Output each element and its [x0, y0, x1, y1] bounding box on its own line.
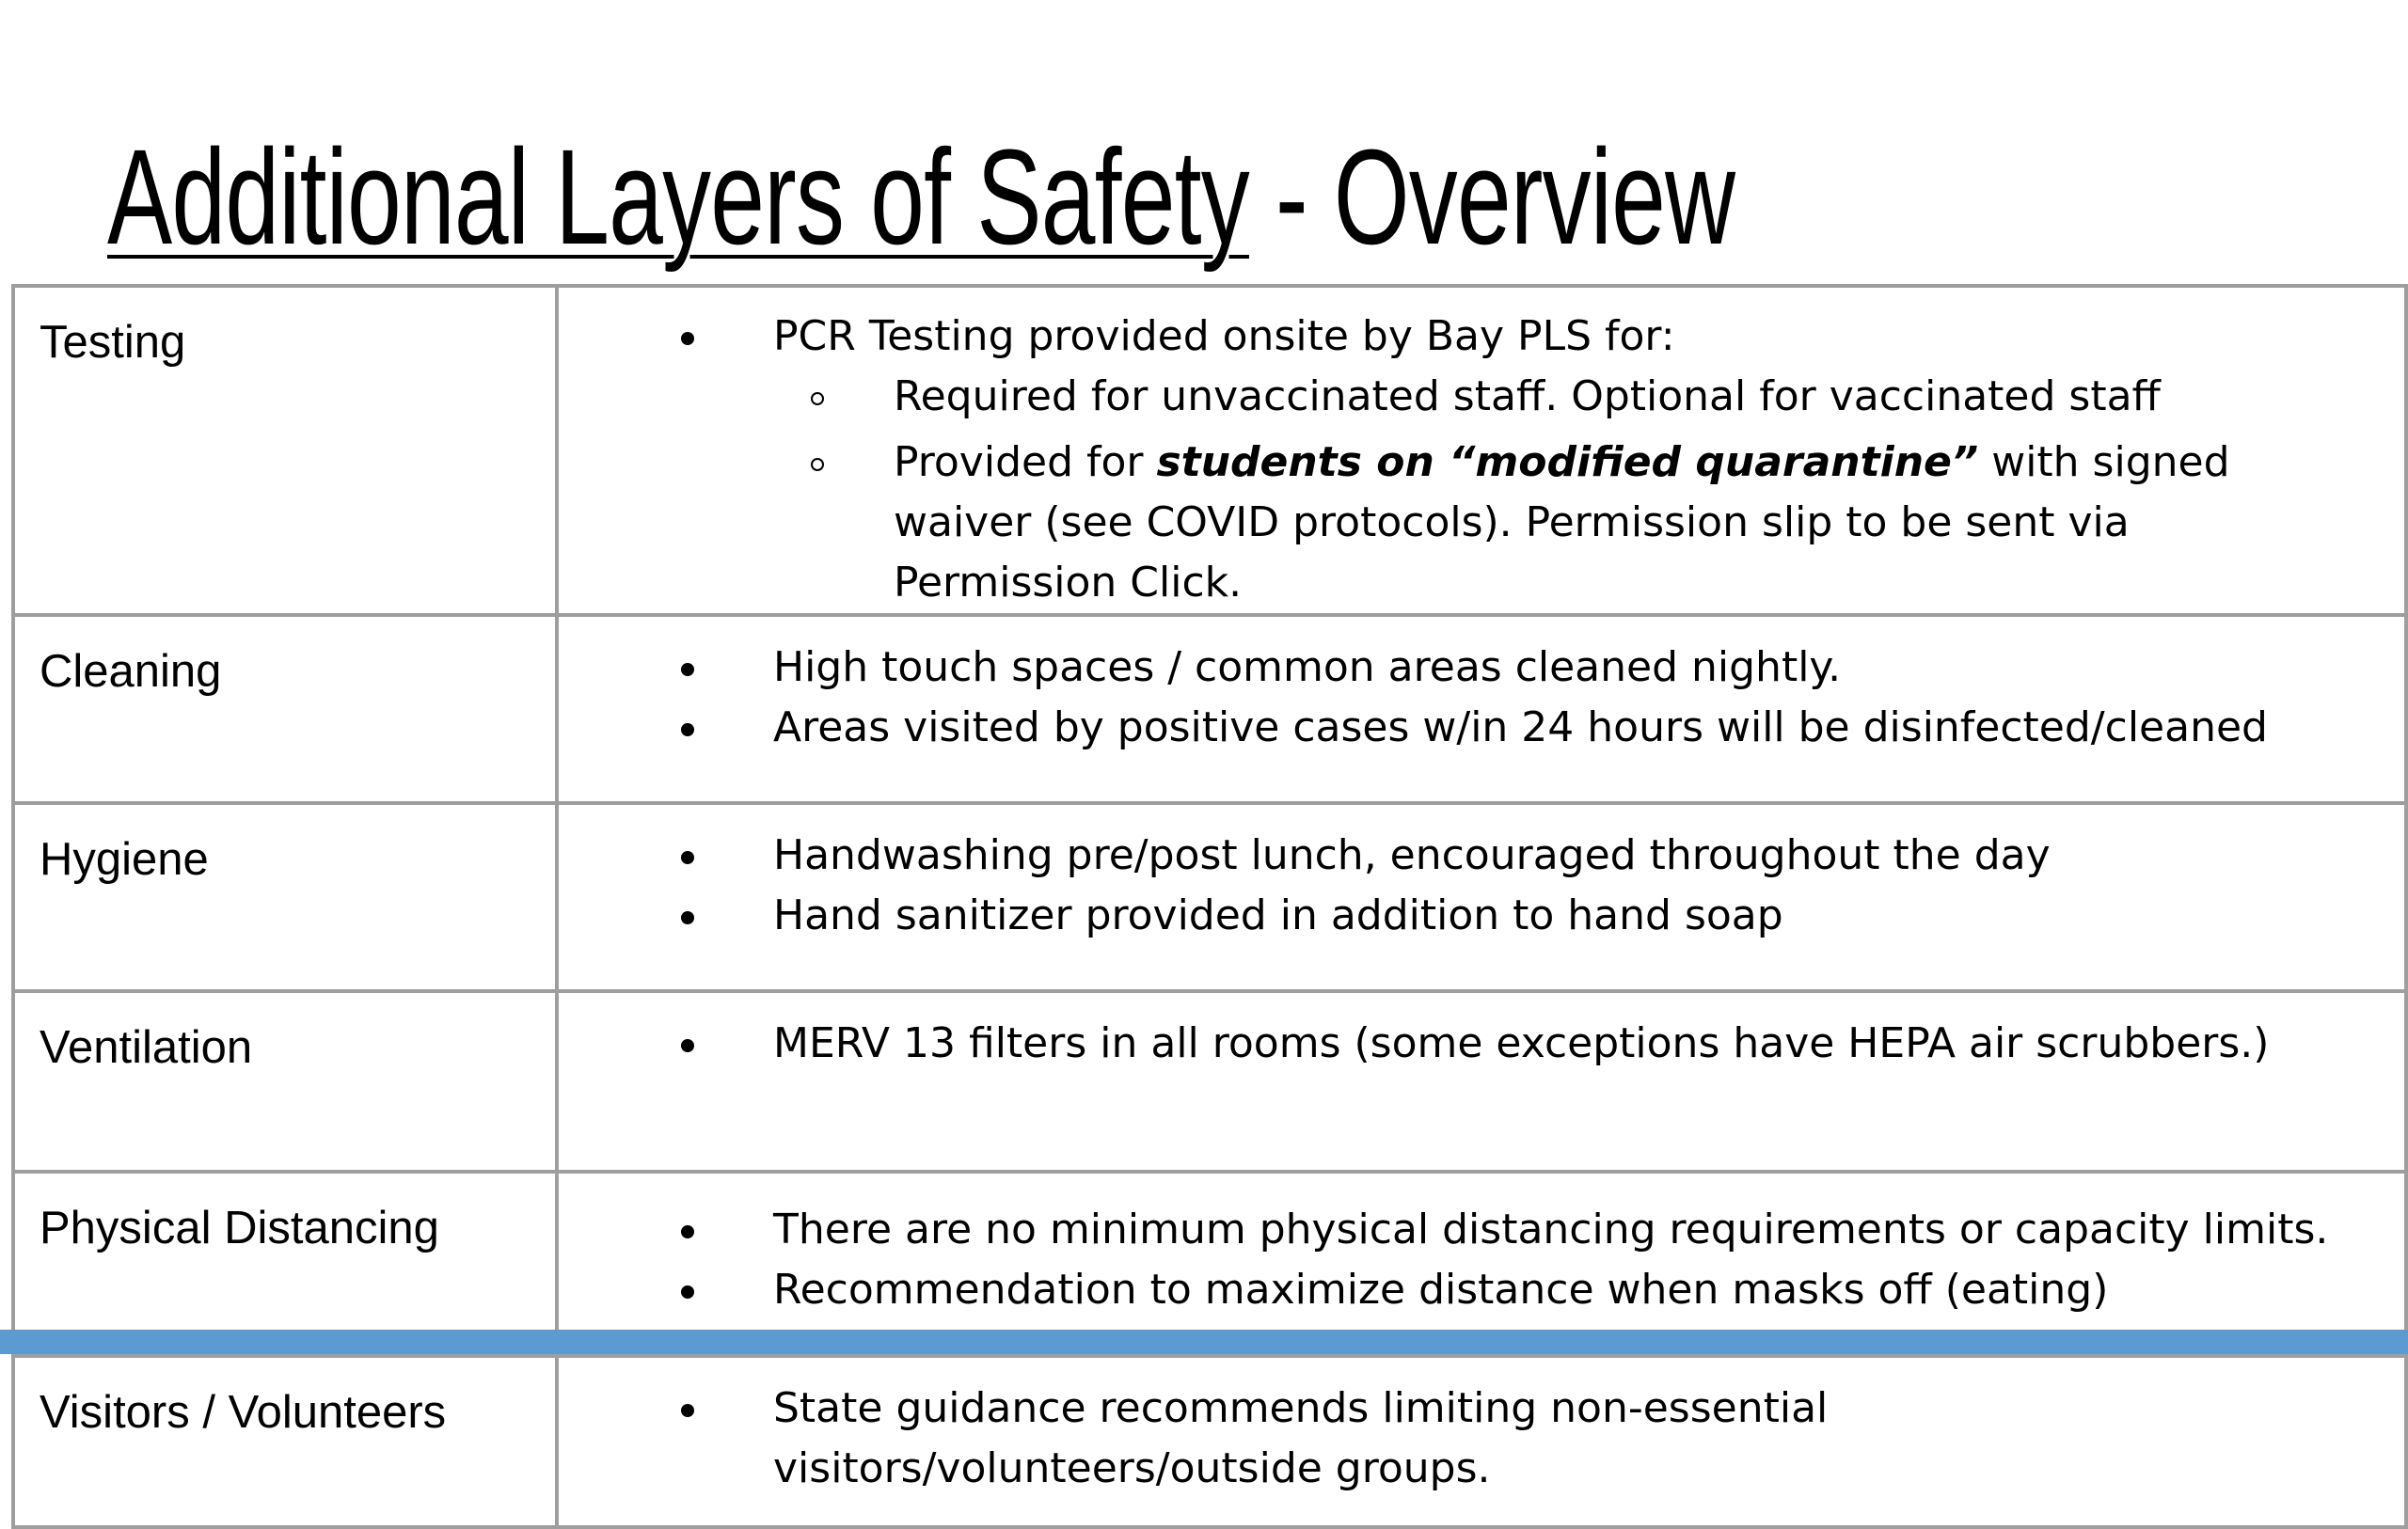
bullet-text: PCR Testing provided onsite by Bay PLS for:: [773, 312, 1675, 360]
table-row-testing: [13, 286, 2406, 615]
list-item: [653, 1260, 2404, 1320]
bullet-text: MERV 13 filters in all rooms (some exceptions have HEPA air scrubbers.): [773, 1019, 2270, 1067]
bullet-icon: [681, 911, 694, 924]
sub-list-item: [894, 433, 2404, 613]
table-row-visitors-volunteers: [13, 1356, 2406, 1527]
bullet-text: State guidance recommends limiting non-essential visitors/volunteers/outside groups.: [773, 1384, 1829, 1492]
list-item: [653, 826, 2404, 886]
table-row-hygiene: [13, 803, 2406, 991]
hollow-bullet-icon: [811, 458, 824, 471]
row-label-hygiene: Hygiene: [13, 803, 557, 991]
sub-bullet-text-after: with signed waiver (see COVID protocols). Permission slip to be sent via Permission Click.: [894, 438, 2230, 607]
bullet-list: [559, 1200, 2404, 1320]
table-row-cleaning: [13, 615, 2406, 803]
bullet-text: There are no minimum physical distancing requirements or capacity limits.: [773, 1206, 2329, 1253]
bullet-text: Hand sanitizer provided in addition to hand soap: [773, 891, 1783, 939]
sub-bullet-text: Required for unvaccinated staff. Optional for vaccinated staff: [894, 372, 2161, 420]
bullet-icon: [681, 663, 694, 676]
row-label-cleaning: Cleaning: [13, 615, 557, 803]
sub-bullet-emphasis: students on “modified quarantine”: [1156, 438, 1979, 486]
bullet-text: High touch spaces / common areas cleaned nightly.: [773, 643, 1842, 691]
row-content-visitors-volunteers: [557, 1356, 2406, 1527]
bullet-icon: [681, 1404, 694, 1417]
list-item: [653, 638, 2404, 698]
list-item: [653, 1379, 2404, 1499]
bullet-icon: [681, 851, 694, 864]
sub-bullet-list: [773, 367, 2404, 613]
row-label-visitors-volunteers: Visitors / Volunteers: [13, 1356, 557, 1527]
bullet-icon: [681, 1039, 694, 1052]
row-label-physical-distancing: Physical Distancing: [13, 1172, 557, 1356]
bullet-list: [559, 307, 2404, 613]
bullet-icon: [681, 1225, 694, 1238]
row-label-testing: Testing: [13, 286, 557, 615]
slide-title-underlined: Additional Layers of Safety: [107, 121, 1249, 273]
row-label-ventilation: Ventilation: [13, 991, 557, 1172]
bullet-text: Handwashing pre/post lunch, encouraged throughout the day: [773, 831, 2051, 879]
hollow-bullet-icon: [811, 392, 824, 405]
sub-bullet-text-before: Provided for: [894, 438, 1157, 486]
bullet-text: Areas visited by positive cases w/in 24 hours will be disinfected/cleaned: [773, 703, 2268, 751]
row-content-physical-distancing: [557, 1172, 2406, 1356]
list-item: [653, 1200, 2404, 1260]
bullet-text: Recommendation to maximize distance when masks off (eating): [773, 1266, 2109, 1314]
bullet-list: [559, 826, 2404, 946]
slide-footer-bar: [0, 1330, 2408, 1354]
bullet-list: [559, 638, 2404, 758]
bullet-icon: [681, 1285, 694, 1299]
table-row-physical-distancing: [13, 1172, 2406, 1356]
bullet-icon: [681, 332, 694, 345]
row-content-testing: [557, 286, 2406, 615]
bullet-list: [559, 1014, 2404, 1074]
slide-title: [107, 113, 1735, 282]
slide-title-rest: - Overview: [1248, 121, 1735, 273]
list-item: [653, 886, 2404, 946]
row-content-hygiene: [557, 803, 2406, 991]
list-item: [653, 698, 2404, 758]
row-content-cleaning: [557, 615, 2406, 803]
row-content-ventilation: [557, 991, 2406, 1172]
sub-list-item: [894, 367, 2404, 427]
bullet-list: [559, 1379, 2404, 1499]
list-item: [653, 307, 2404, 613]
bullet-icon: [681, 723, 694, 736]
list-item: [653, 1014, 2404, 1074]
table-row-ventilation: [13, 991, 2406, 1172]
